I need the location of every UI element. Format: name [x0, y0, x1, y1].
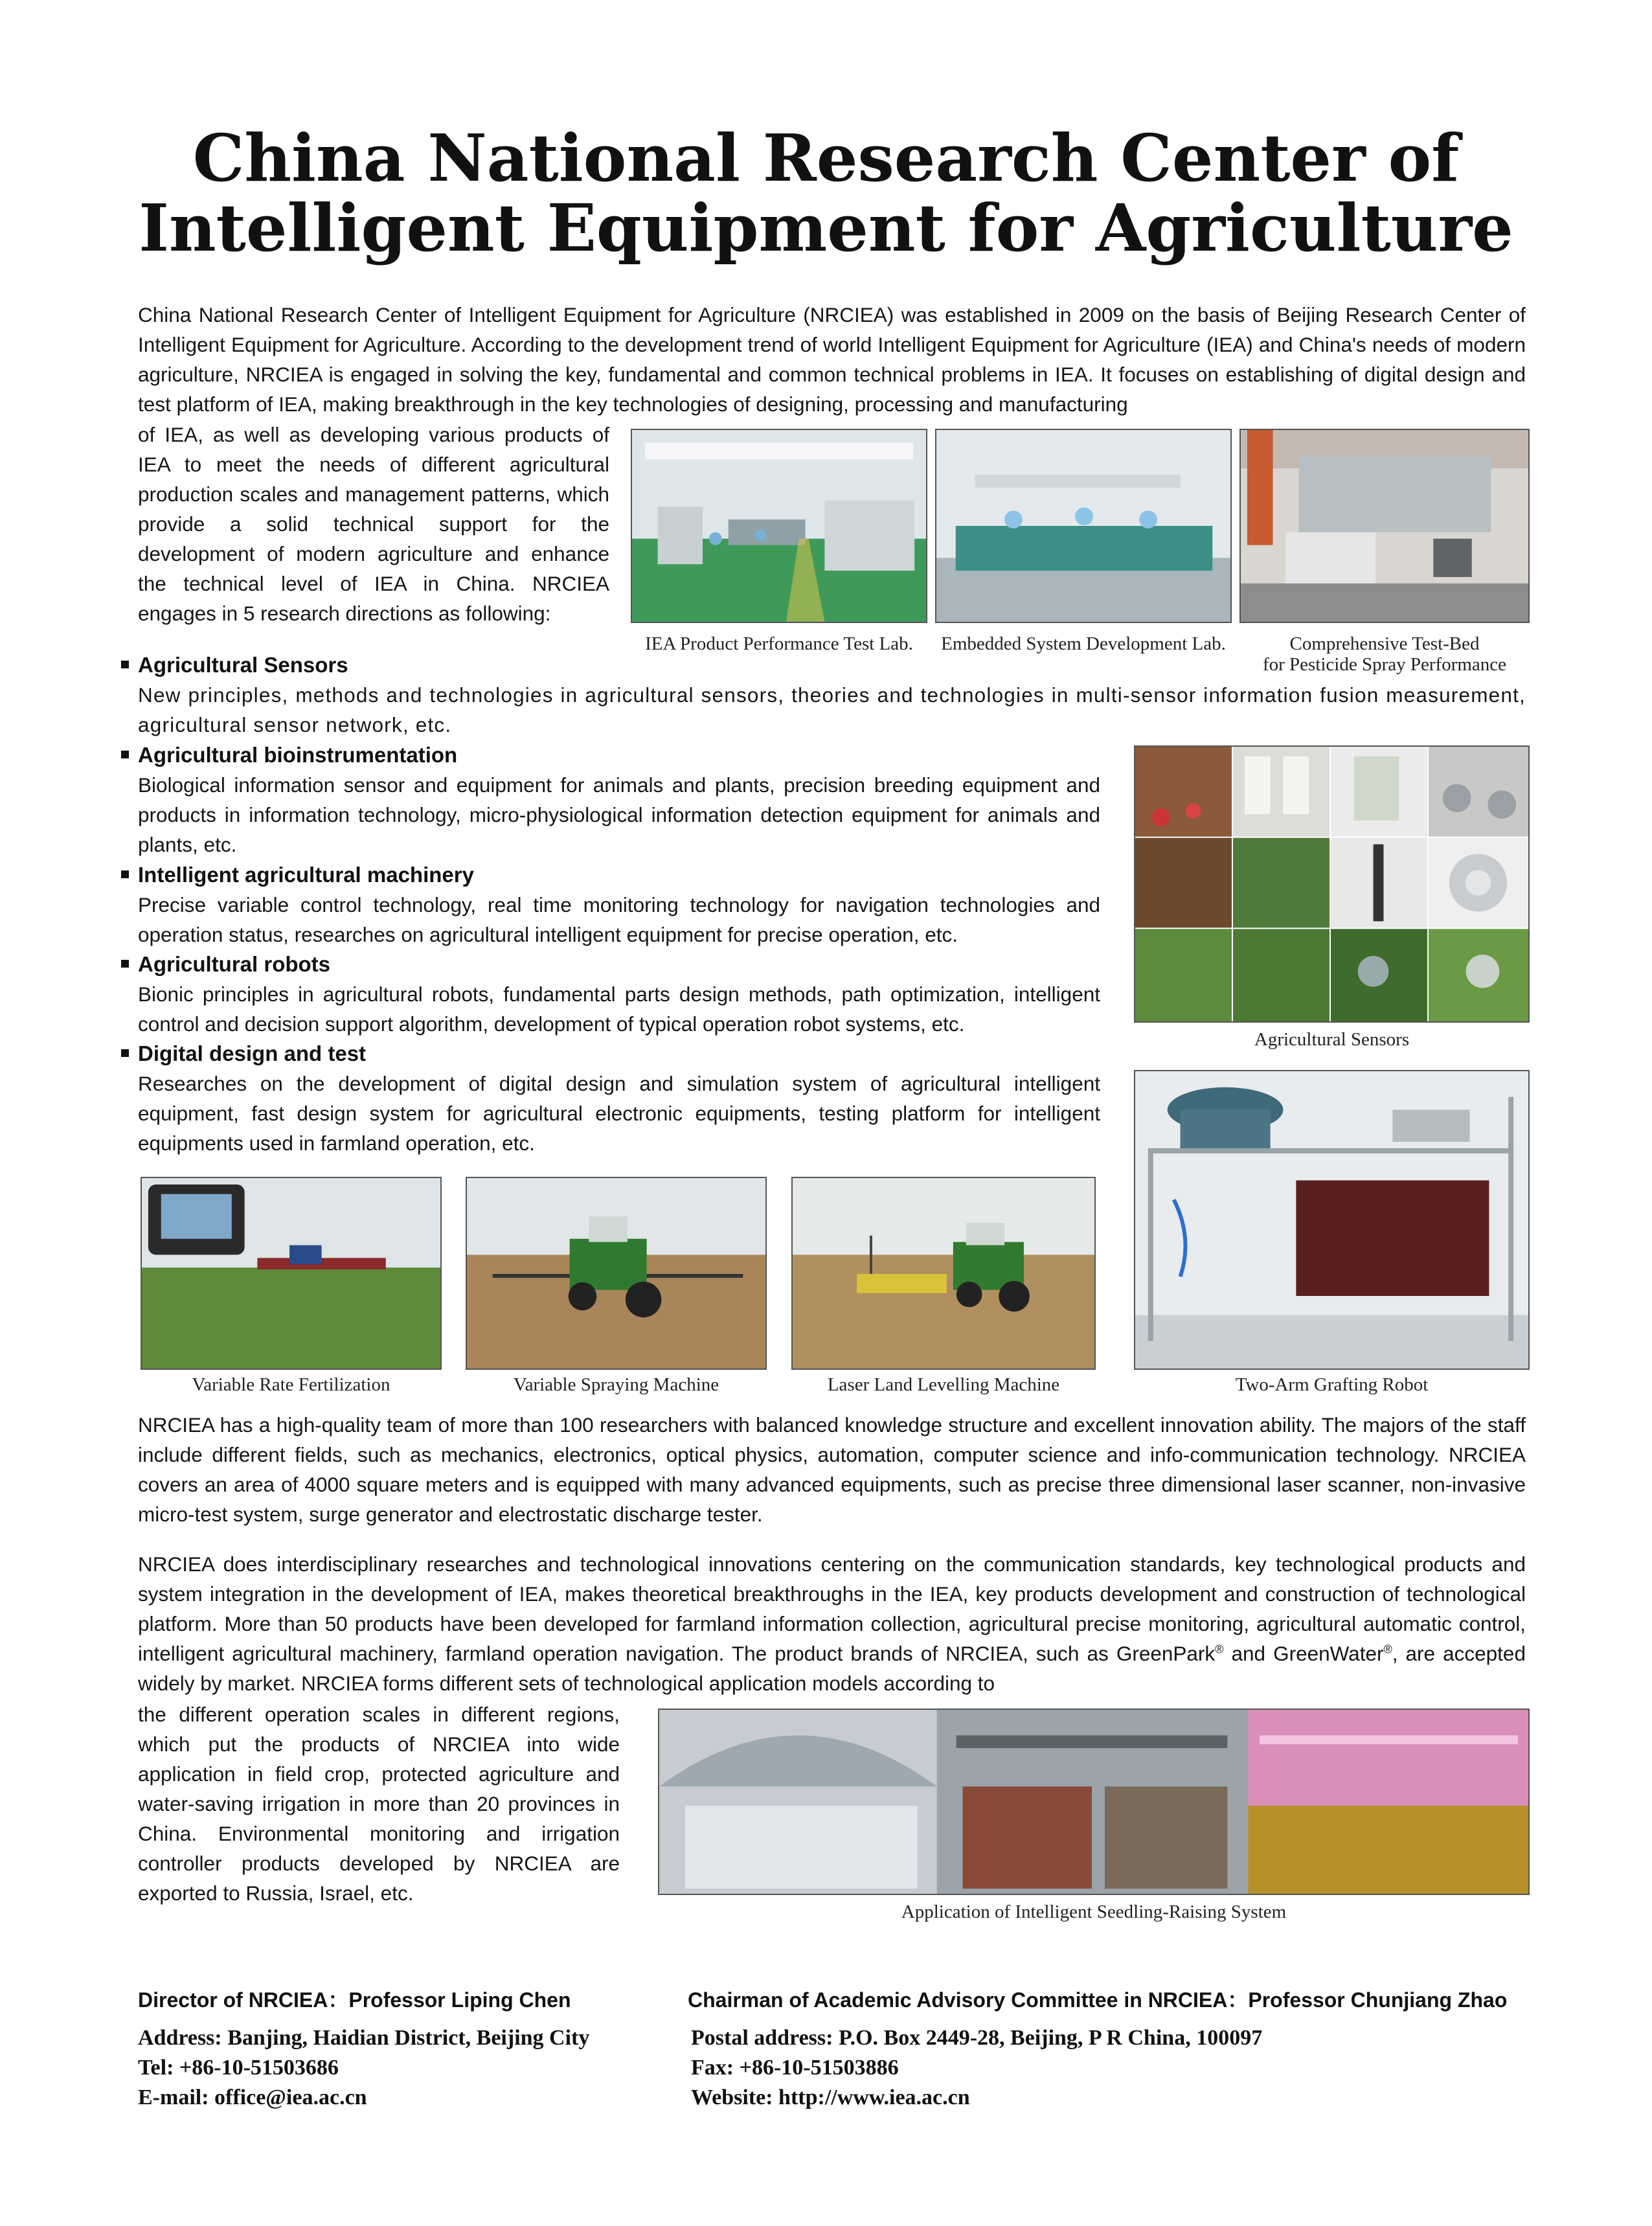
- agricultural-sensors-photo-grid: [1134, 745, 1530, 1023]
- spray-testbed-photo: [1239, 429, 1530, 623]
- direction-intelligent-machinery: [138, 860, 1100, 949]
- application-paragraph: the different operation scales in different regions, which put the products of NRCIEA into wide application in field crop, protected agriculture and water-saving irrigation in more than 20 provinces in China. Environmental monitoring and irrigation controller products developed by NRCIEA are exported to Russia, Israel, etc.: [138, 1703, 620, 1905]
- lab-caption-3-line-1: Comprehensive Test-Bed: [1289, 633, 1480, 654]
- page-title: [0, 120, 1652, 266]
- variable-rate-fertilization-photo: [141, 1177, 442, 1370]
- iea-test-lab-photo: [631, 429, 927, 623]
- bullet-square-icon: [121, 751, 129, 758]
- direction-text: Bionic principles in agricultural robots, fundamental parts design methods, path optimization, intelligent control and decision support algorithm, development of typical operation robot systems, etc.: [138, 982, 1100, 1036]
- direction-agricultural-robots: [138, 949, 1100, 1039]
- direction-heading: Agricultural robots: [138, 952, 331, 976]
- laser-land-levelling-photo: [791, 1177, 1096, 1370]
- embedded-lab-photo: [935, 429, 1232, 623]
- machine-caption-2: Variable Spraying Machine: [513, 1374, 719, 1395]
- tel-line: Tel: +86-10-51503686: [138, 2056, 339, 2080]
- direction-text: Researches on the development of digital design and simulation system of agricultural intelligent equipment, fast design system for agricultural electronic equipments, testing platform for intelligent equipments used in farmland operation, etc.: [138, 1072, 1100, 1155]
- direction-heading: Digital design and test: [138, 1041, 367, 1065]
- team-paragraph: NRCIEA has a high-quality team of more than 100 researchers with balanced knowledge structure and excellent innovation ability. The majors of the staff include different fields, such as mechanics, electronics, optical physics, automation, computer science and info-communication technology. NRCIEA covers an area of 4000 square meters and is equipped with many advanced equipments, such as precise three dimensional laser scanner, non-invasive micro-test system, surge generator and electrostatic discharge tester.: [138, 1413, 1526, 1526]
- direction-heading: Agricultural Sensors: [138, 653, 348, 677]
- research-text-b: , are accepted widely by market. NRCIEA forms different sets of technological application models according to: [138, 1642, 1526, 1695]
- direction-text: New principles, methods and technologies in agricultural sensors, theories and technologies in multi-sensor information fusion measurement, agricultural sensor network, etc.: [138, 683, 1526, 736]
- variable-spraying-machine-photo: [466, 1177, 767, 1370]
- lab-caption-2: Embedded System Development Lab.: [941, 633, 1226, 654]
- email-link[interactable]: E-mail: office@iea.ac.cn: [138, 2085, 367, 2109]
- postal-line: Postal address: P.O. Box 2449-28, Beijing, P R China, 100097: [691, 2026, 1263, 2050]
- contact-right: [691, 2023, 1533, 2113]
- bullet-square-icon: [121, 1049, 129, 1057]
- title-line-2: Intelligent Equipment for Agriculture: [139, 190, 1513, 266]
- chairman-line: Chairman of Academic Advisory Committee in NRCIEA：Professor Chunjiang Zhao: [688, 1988, 1508, 2012]
- direction-text: Biological information sensor and equipment for animals and plants, precision breeding equipment and products in information technology, micro-physiological information detection equipment for animals and plants, etc.: [138, 773, 1100, 856]
- intro-paragraph: China National Research Center of Intelligent Equipment for Agriculture (NRCIEA) was established in 2009 on the basis of Beijing Research Center of Intelligent Equipment for Agriculture. According to the development trend of world Intelligent Equipment for Agriculture (IEA) and China's needs of modern agriculture, NRCIEA is engaged in solving the key, fundamental and common technical problems in IEA. It focuses on establishing of digital design and test platform of IEA, making breakthrough in the key technologies of designing, processing and manufacturing: [138, 303, 1526, 416]
- title-line-1: China National Research Center of: [192, 120, 1460, 196]
- fax-line: Fax: +86-10-51503886: [691, 2056, 899, 2080]
- seedling-raising-system-photos: [658, 1709, 1530, 1895]
- direction-text: Precise variable control technology, real time monitoring technology for navigation technologies and operation status, researches on agricultural intelligent equipment for precise operation, etc.: [138, 893, 1100, 946]
- registered-mark-2: ®: [1383, 1642, 1392, 1656]
- direction-heading: Intelligent agricultural machinery: [138, 863, 474, 887]
- direction-bioinstrumentation: [138, 740, 1100, 859]
- lab-caption-1: IEA Product Performance Test Lab.: [645, 633, 913, 654]
- two-arm-grafting-robot-photo: [1134, 1070, 1530, 1370]
- machine-caption-4: Two-Arm Grafting Robot: [1235, 1374, 1429, 1395]
- research-text-a: NRCIEA does interdisciplinary researches and technological innovations centering on the communication standards, key technological products and system integration in the development of IEA, makes theoretical breakthroughs in the IEA, key products development and construction of technological platform. More than 50 products have been developed for farmland information collection, agricultural precise monitoring, agricultural automatic control, intelligent agricultural machinery, farmland operation navigation. The product brands of NRCIEA, such as GreenPark: [138, 1552, 1526, 1665]
- registered-mark-1: ®: [1215, 1642, 1224, 1656]
- lab-caption-3-line-2: for Pesticide Spray Performance: [1262, 654, 1507, 675]
- seedling-caption: Application of Intelligent Seedling-Raising System: [901, 1902, 1287, 1922]
- machine-caption-3: Laser Land Levelling Machine: [827, 1374, 1060, 1395]
- research-paragraph: [138, 1549, 1526, 1698]
- director-line: Director of NRCIEA：Professor Liping Chen: [138, 1988, 571, 2012]
- bullet-square-icon: [121, 661, 129, 668]
- bullet-square-icon: [121, 960, 129, 968]
- machine-caption-1: Variable Rate Fertilization: [192, 1374, 390, 1395]
- bullet-square-icon: [121, 870, 129, 878]
- sensors-caption: Agricultural Sensors: [1254, 1029, 1410, 1050]
- direction-digital-design: [138, 1039, 1100, 1158]
- direction-agricultural-sensors: [138, 650, 1526, 740]
- intro-paragraph-continued: of IEA, as well as developing various products of IEA to meet the needs of different agricultural production scales and management patterns, which provide a solid technical support for the development of modern agriculture and enhance the technical level of IEA in China. NRCIEA engages in 5 research directions as following:: [138, 423, 609, 625]
- research-text-and: and GreenWater: [1223, 1642, 1384, 1665]
- contact-left: [138, 2023, 669, 2113]
- direction-heading: Agricultural bioinstrumentation: [138, 743, 458, 767]
- address-line: Address: Banjing, Haidian District, Beijing City: [138, 2026, 590, 2050]
- website-link[interactable]: Website: http://www.iea.ac.cn: [691, 2085, 970, 2109]
